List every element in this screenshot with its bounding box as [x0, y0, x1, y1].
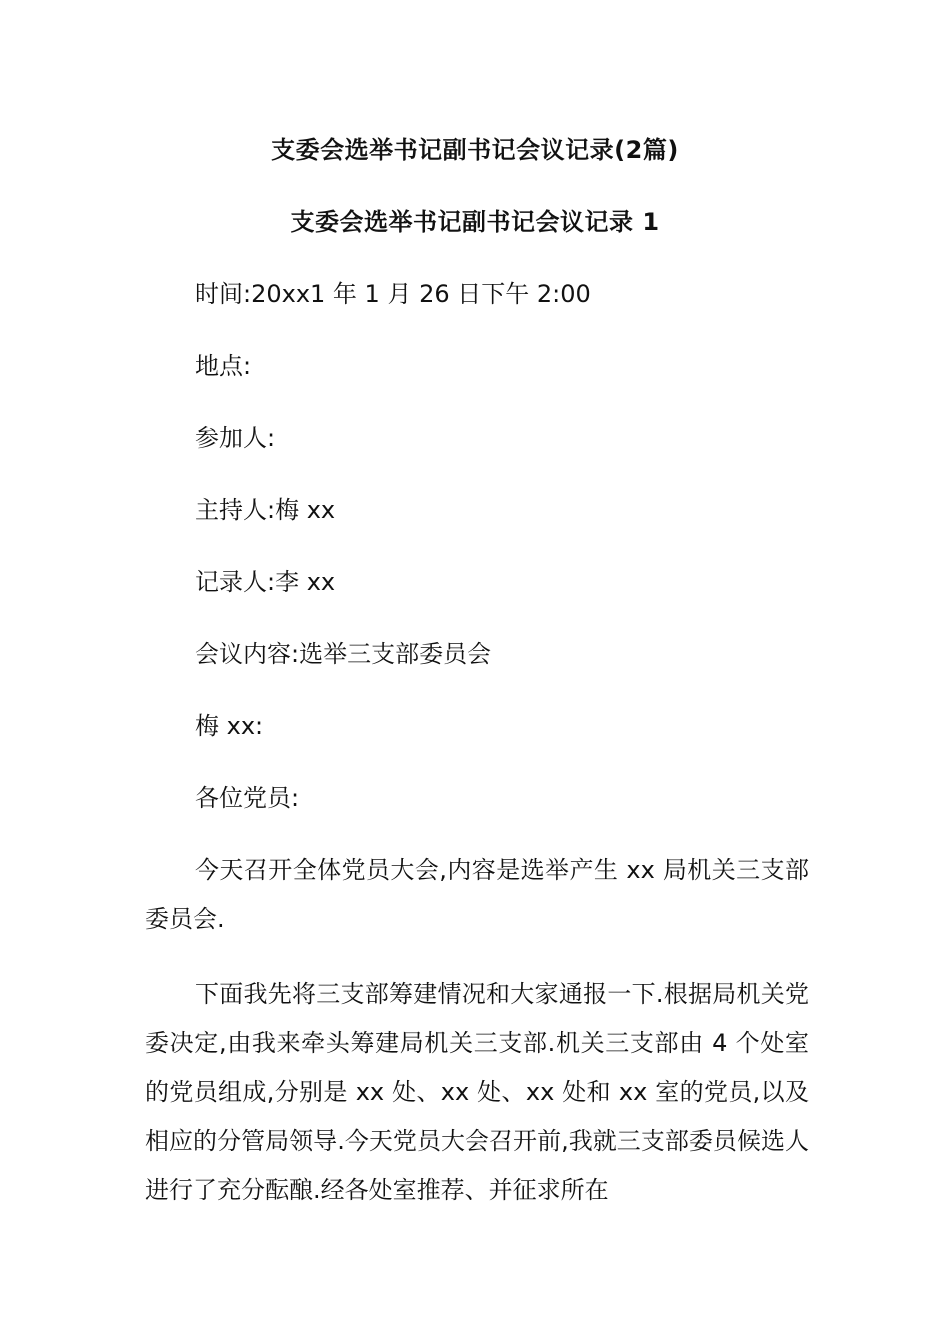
paragraph-1: 今天召开全体党员大会,内容是选举产生 xx 局机关三支部委员会. [145, 856, 809, 933]
meeting-place: 地点: [195, 352, 252, 380]
greeting: 各位党员: [195, 784, 300, 812]
meeting-attendees: 参加人: [195, 424, 276, 452]
paragraph-2: 下面我先将三支部筹建情况和大家通报一下.根据局机关党委决定,由我来牵头筹建局机关三支部.机关三支部由 4 个处室的党员组成,分别是 xx 处、xx 处、xx 处和 xx 室的党员,以及相应的分管局领导.今天党员大会召开前,我就三支部委员候选人进行了充分酝酿.经各处室推荐、并征求所在 [145, 980, 809, 1204]
meeting-recorder: 记录人:李 xx [195, 568, 336, 596]
meeting-content: 会议内容:选举三支部委员会 [195, 640, 492, 668]
document-title: 支委会选举书记副书记会议记录(2篇) [271, 136, 679, 164]
meeting-time: 时间:20xx1 年 1 月 26 日下午 2:00 [195, 280, 591, 308]
document-subtitle: 支委会选举书记副书记会议记录 1 [290, 208, 660, 236]
speaker-label: 梅 xx: [195, 712, 264, 740]
meeting-host: 主持人:梅 xx [195, 496, 336, 524]
